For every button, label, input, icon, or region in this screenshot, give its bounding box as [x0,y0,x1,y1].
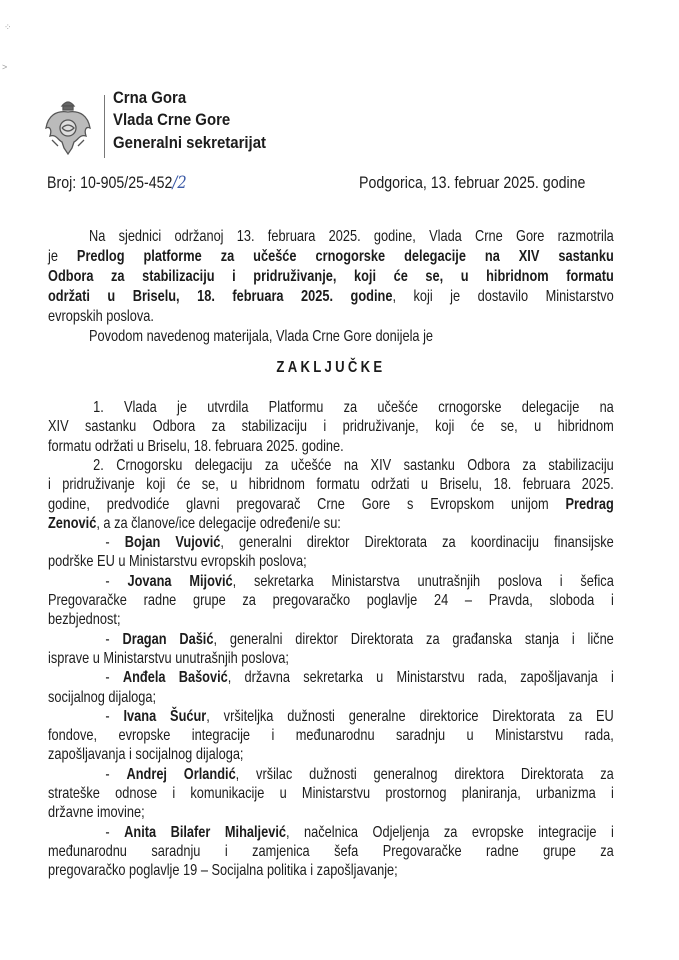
text: i pridruživanje koji će se, u hibridnom formatu održati u Briselu, 18. februara 2025. [48,476,614,494]
scan-speck: ⁘ [4,22,12,32]
text: , generalni direktor Direktorata za građanska stanja i lične [213,630,614,648]
delegation-member-line [48,591,614,611]
paragraph-line [48,307,614,327]
paragraph-line [48,247,614,267]
delegation-member-line [48,572,614,592]
delegation-member-line [48,552,614,572]
paragraph-line [48,267,614,287]
text: formatu održati u Briselu, 18. februara 2025. godine. [48,437,344,455]
text: bezbjednost; [48,611,121,629]
text: evropskih poslova. [48,307,154,325]
delegation-member-line [48,533,614,553]
delegation-member-line [48,823,614,843]
reference-number [47,173,187,193]
bold-text: Dragan Dašić [122,630,214,648]
text: XIV sastanku Odbora za stabilizaciju i pridruživanje, koji će se, u hibridnom [48,418,614,436]
text: , vršiteljka dužnosti generalne direktorice Direktorata za EU [206,707,614,725]
handwritten-suffix: /2 [172,173,187,193]
text: je [48,247,77,265]
text: - [105,534,125,552]
delegation-member-line [48,726,614,746]
paragraph-line [48,327,614,347]
text: - [105,823,125,841]
text: 1. Vlada je utvrdila Platformu za učešće crnogorske delegacije na [93,399,614,416]
delegation-member-line [48,803,614,823]
text: Na sjednici održanoj 13. februara 2025. godine, Vlada Crne Gore razmotrila [89,228,614,245]
bold-text: Bojan Vujović [124,534,221,552]
conclusion-line [48,437,614,457]
header-country: Crna Gora [113,88,187,107]
delegation-member-line [48,745,614,765]
text: , vršilac dužnosti generalnog direktora Direktorata za [235,765,614,783]
text: pregovaračko poglavlje 19 – Socijalna politika i zapošljavanje; [48,862,398,880]
delegation-member-line [48,784,614,804]
header-government: Vlada Crne Gore [113,110,231,129]
delegation-member-line [48,630,614,650]
header-divider [104,95,105,158]
bold-text: Ivana Šućur [123,707,207,725]
text: isprave u Ministarstvu unutrašnjih poslova; [48,649,289,667]
text: , a za članove/ice delegacije određeni/e su: [96,514,341,532]
text: , državna sekretarka u Ministarstvu rada, zapošljavanja i [227,669,614,687]
section-heading: ZAKLJUČKE [276,359,386,376]
bold-text: Zenović [48,514,97,532]
conclusion-line [48,475,614,495]
text: - [105,572,128,590]
text: , sekretarka Ministarstva unutrašnjih poslova i šefica [232,572,614,590]
conclusion-line [48,495,614,515]
text: - [105,765,127,783]
bold-text: Predlog platforme za učešće crnogorske delegacije na XIV sastanku [76,247,614,265]
bold-text: Anita Bilafer Mihaljević [124,823,286,841]
paragraph-line [48,287,614,307]
conclusion-line [48,514,614,534]
paragraph-line [48,227,614,247]
text: fondove, evropske integracije i međunarodnu saradnju u Ministarstvu rada, [48,727,614,745]
delegation-member-line [48,707,614,727]
delegation-member-line [48,688,614,708]
conclusion-line [48,417,614,437]
text: - [105,669,123,687]
bold-text: održati u Briselu, 18. februara 2025. godine [48,287,393,305]
text: zapošljavanja i socijalnog dijaloga; [48,746,244,764]
delegation-member-line [48,842,614,862]
bold-text: Odbora za stabilizaciju i pridruživanje, koji će se, u hibridnom formatu [48,267,614,285]
conclusion-line [48,456,614,476]
conclusion-line [48,398,614,418]
text: , načelnica Odjeljenja za evropske integracije i [285,823,614,841]
reference-number-text: Broj: 10-905/25-452 [47,174,173,192]
delegation-member-line [48,610,614,630]
coat-of-arms-logo [42,96,94,158]
delegation-member-line [48,649,614,669]
bold-text: Anđela Bašović [122,669,228,687]
text: socijalnog dijaloga; [48,688,157,706]
bold-text: Andrej Orlandić [126,765,236,783]
text: Pregovaračke radne grupe za pregovaračko poglavlje 24 – Pravda, sloboda i [48,592,614,609]
text: Povodom navedenog materijala, Vlada Crne Gore donijela je [89,327,434,345]
bold-text: Jovana Mijović [127,572,233,590]
scan-speck: > [2,62,8,72]
text: - [105,630,123,648]
text: , generalni direktor Direktorata za koordinaciju finansijske [220,534,614,552]
delegation-member-line [48,861,614,881]
text: 2. Crnogorsku delegaciju za učešće na XIV sastanku Odbora za stabilizaciju [93,456,614,474]
text: državne imovine; [48,804,145,822]
text: - [105,707,124,725]
text: međunarodnu saradnju i zamjenica šefa Pregovaračke radne grupe za [48,842,614,860]
bold-text: Predrag [565,495,614,513]
header-office: Generalni sekretarijat [113,133,267,152]
text: godine, predvodiće glavni pregovarač Crne Gore s Evropskom unijom [48,495,566,513]
text: strateške odnose i komunikacije u Ministarstvu prostornog planiranja, urbanizma i [48,785,614,802]
text: podrške EU u Ministarstvu evropskih poslova; [48,553,307,571]
text: , koji je dostavilo Ministarstvo [392,287,614,305]
delegation-member-line [48,668,614,688]
place-date: Podgorica, 13. februar 2025. godine [359,174,586,192]
delegation-member-line [48,765,614,785]
